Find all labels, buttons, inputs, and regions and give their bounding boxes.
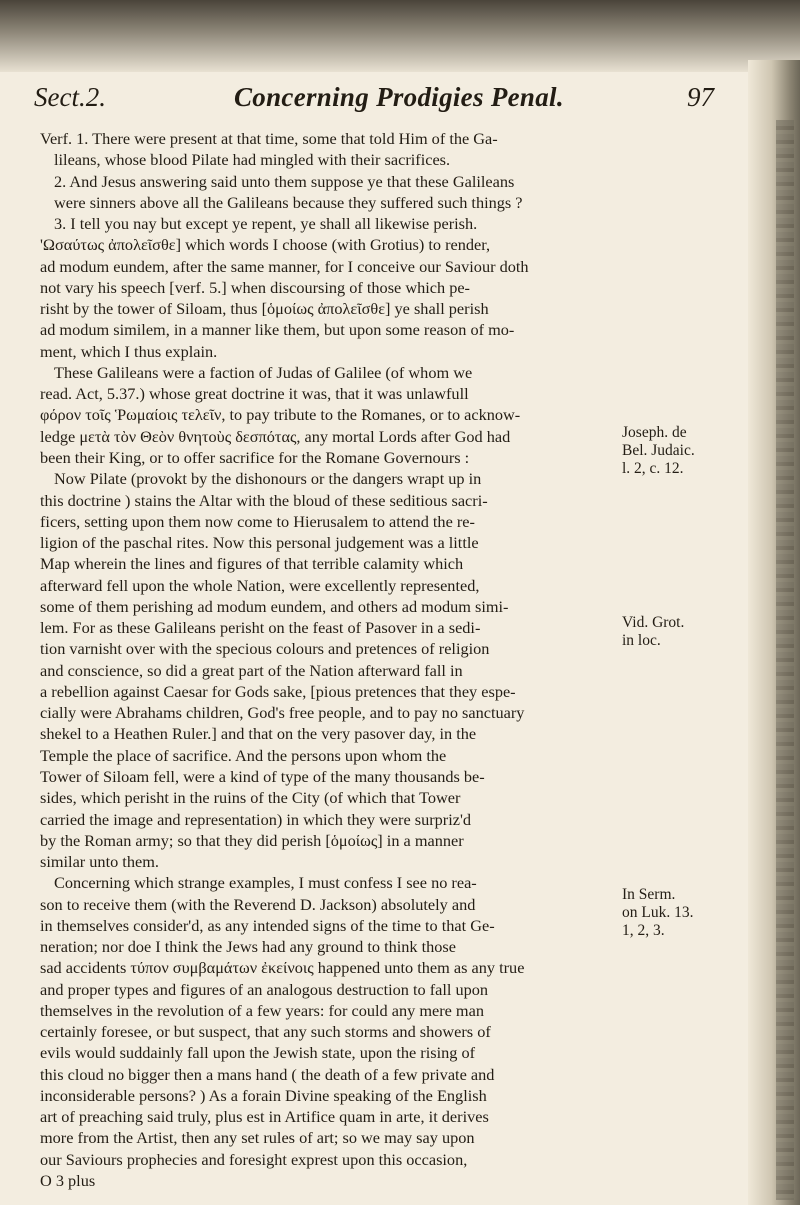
text-line: Concerning which strange examples, I must confess I see no rea-: [54, 873, 477, 893]
margin-note: [622, 614, 684, 650]
text-line: in themselves consider'd, as any intended signs of the time to that Ge-: [40, 915, 495, 935]
text-line: a rebellion against Caesar for Gods sake, [pious pretences that they espe-: [40, 681, 516, 701]
text-line: 3. I tell you nay but except ye repent, ye shall all likewise perish.: [54, 214, 478, 234]
text-line: this doctrine ) stains the Altar with the bloud of these seditious sacri-: [40, 490, 488, 510]
text-line: 'Ωσαύτως ἀπολεῖσθε] which words I choose (with Grotius) to render,: [40, 235, 491, 255]
text-line: Verf. 1. There were present at that time, some that told Him of the Ga-: [40, 129, 498, 148]
margin-note-line: l. 2, c. 12.: [622, 460, 684, 477]
text-line: O 3 plus: [40, 1171, 96, 1191]
text-line: Temple the place of sacrifice. And the persons upon whom the: [40, 745, 447, 765]
margin-note-line: In Serm.: [622, 886, 676, 903]
text-line: our Saviours prophecies and foresight exprest upon this occasion,: [40, 1149, 468, 1169]
text-line: son to receive them (with the Reverend D. Jackson) absolutely and: [40, 894, 476, 914]
text-line: lileans, whose blood Pilate had mingled with their sacrifices.: [54, 150, 451, 170]
margin-notes: [622, 0, 752, 1205]
text-line: sad accidents τύπον συμβαμάτων ἐκείνοις happened unto them as any true: [40, 958, 525, 978]
text-line: ad modum eundem, after the same manner, for I conceive our Saviour doth: [40, 256, 529, 276]
text-line: were sinners above all the Galileans because they suffered such things ?: [54, 192, 523, 212]
text-line: Now Pilate (provokt by the dishonours or the dangers wrapt up in: [54, 469, 482, 489]
main-text-column: [40, 128, 618, 1191]
text-line: cially were Abrahams children, God's free people, and to pay no sanctuary: [40, 703, 525, 723]
margin-note-line: on Luk. 13.: [622, 904, 694, 921]
text-line: been their King, or to offer sacrifice for the Romane Governours :: [40, 447, 470, 467]
text-line: ment, which I thus explain.: [40, 341, 218, 361]
text-line: shekel to a Heathen Ruler.] and that on the very pasover day, in the: [40, 724, 477, 744]
margin-note-line: Vid. Grot.: [622, 614, 685, 631]
text-line: art of preaching said truly, plus est in Artifice quam in arte, it derives: [40, 1107, 489, 1127]
text-line: Map wherein the lines and figures of that terrible calamity which: [40, 554, 464, 574]
margin-note: [622, 886, 693, 940]
running-title: Concerning Prodigies Penal.: [234, 82, 564, 112]
text-line: and proper types and figures of an analogous destruction to fall upon: [40, 979, 489, 999]
margin-note-line: Bel. Judaic.: [622, 442, 695, 459]
text-line: φόρον τοῖς Ῥωμαίοις τελεῖν, to pay tribute to the Romanes, or to acknow-: [40, 405, 521, 425]
text-line: and conscience, so did a great part of the Nation afterward fall in: [40, 660, 463, 680]
margin-note: [622, 424, 695, 478]
running-header: [34, 82, 714, 118]
text-line: 2. And Jesus answering said unto them suppose ye that these Galileans: [54, 171, 515, 191]
text-line: ad modum similem, in a manner like them, but upon some reason of mo-: [40, 320, 515, 340]
text-line: tion varnisht over with the specious colours and pretences of religion: [40, 639, 490, 659]
text-line: certainly foresee, or but suspect, that any such storms and showers of: [40, 1022, 491, 1042]
margin-note-line: Joseph. de: [622, 424, 687, 441]
text-line: neration; nor doe I think the Jews had any ground to think those: [40, 937, 456, 957]
text-line: themselves in the revolution of a few years: for could any mere man: [40, 1000, 484, 1020]
text-line: more from the Artist, then any set rules of art; so we may say upon: [40, 1128, 475, 1148]
text-line: These Galileans were a faction of Judas of Galilee (of whom we: [54, 362, 473, 382]
binding-strip: [776, 120, 794, 1200]
text-line: afterward fell upon the whole Nation, were excellently represented,: [40, 575, 480, 595]
section-number: Sect.2.: [34, 82, 106, 112]
text-line: not vary his speech [verf. 5.] when discoursing of those which pe-: [40, 277, 470, 297]
text-line: this cloud no bigger then a mans hand ( the death of a few private and: [40, 1064, 495, 1084]
margin-note-line: 1, 2, 3.: [622, 922, 665, 939]
text-line: lem. For as these Galileans perisht on the feast of Pasover in a sedi-: [40, 618, 481, 638]
text-line: by the Roman army; so that they did perish [ὁμοίως] in a manner: [40, 830, 464, 850]
text-line: some of them perishing ad modum eundem, and others ad modum simi-: [40, 596, 509, 616]
margin-note-line: in loc.: [622, 632, 661, 649]
text-line: risht by the tower of Siloam, thus [ὁμοίως ἀπολεῖσθε] ye shall perish: [40, 299, 489, 319]
text-line: inconsiderable persons? ) As a forain Divine speaking of the English: [40, 1085, 487, 1105]
text-line: Tower of Siloam fell, were a kind of type of the many thousands be-: [40, 766, 485, 786]
page-number: 97: [687, 82, 714, 112]
text-line: evils would suddainly fall upon the Jewish state, upon the rising of: [40, 1043, 476, 1063]
text-line: carried the image and representation) in which they were surpriz'd: [40, 809, 472, 829]
text-line: ficers, setting upon them now come to Hierusalem to attend the re-: [40, 511, 475, 531]
text-line: ligion of the paschal rites. Now this personal judgement was a little: [40, 533, 479, 553]
text-line: similar unto them.: [40, 852, 159, 872]
text-line: sides, which perisht in the ruins of the City (of which that Tower: [40, 788, 461, 808]
text-line: ledge μετὰ τὸν Θεὸν θνητοὺς δεσπότας, any mortal Lords after God had: [40, 426, 511, 446]
text-line: read. Act, 5.37.) whose great doctrine it was, that it was unlawfull: [40, 384, 469, 404]
